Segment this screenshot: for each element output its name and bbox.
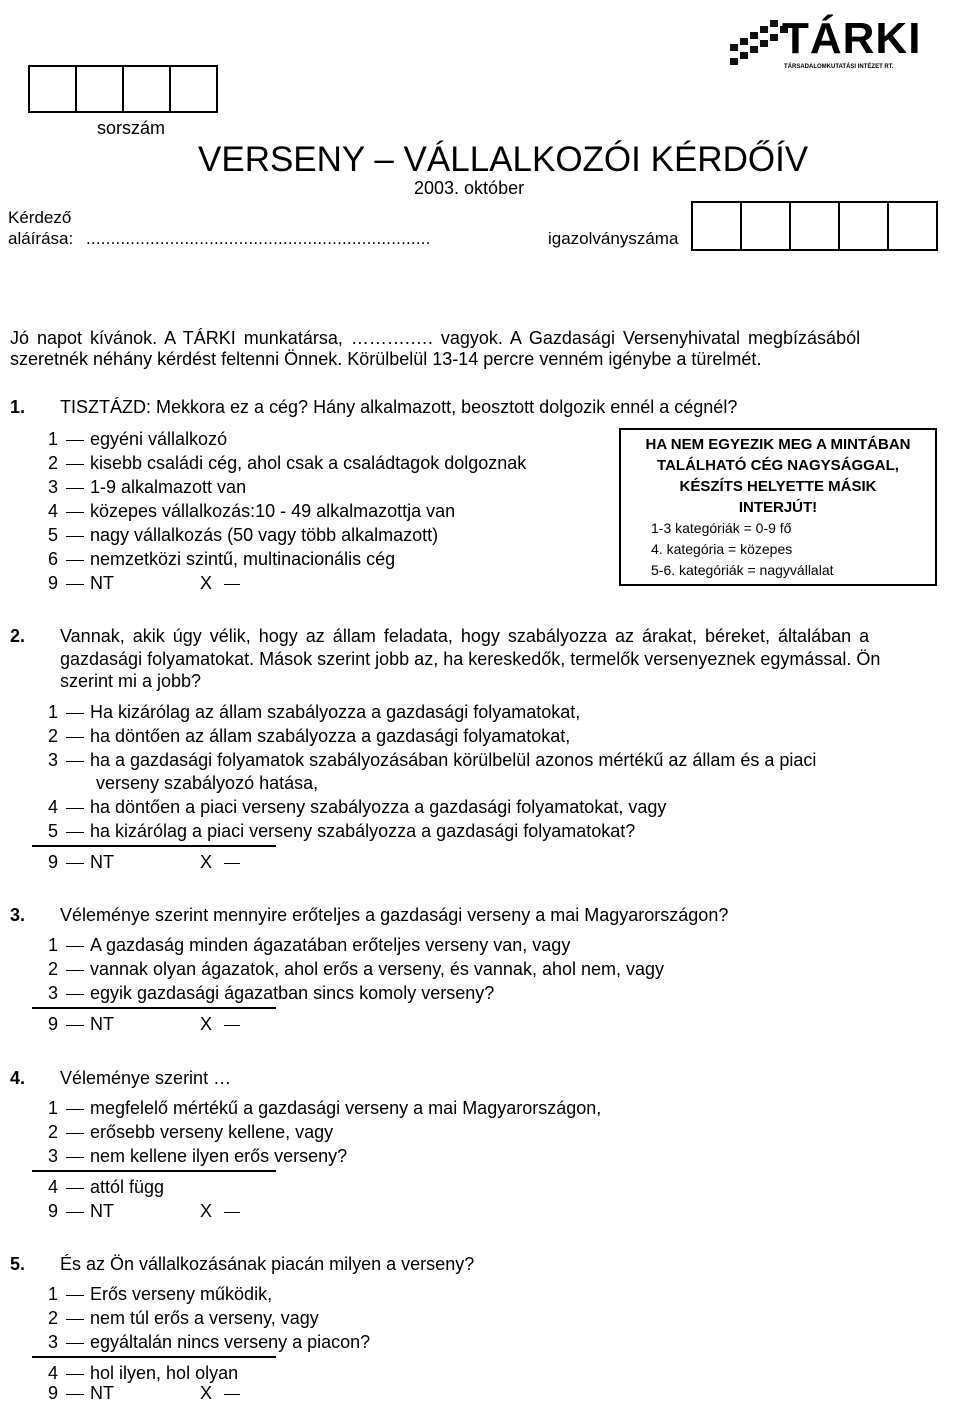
dash bbox=[224, 863, 240, 864]
intro-line-2: szeretnék néhány kérdést feltenni Önnek. Körülbelül 13-14 percre venném igénybe a türelmét. bbox=[10, 349, 762, 369]
dash bbox=[66, 970, 84, 971]
signature-line[interactable]: ...................................................................... bbox=[86, 229, 431, 248]
dash bbox=[66, 1319, 84, 1320]
q2-text-line-2: gazdasági folyamatokat. Mások szerint jobb az, ha kereskedők, termelők versenyeznek egymással. Ön bbox=[60, 649, 881, 669]
date: 2003. október bbox=[414, 178, 525, 198]
q2-text-line-3: szerint mi a jobb? bbox=[60, 671, 202, 691]
option-label: megfelelő mértékű a gazdasági verseny a mai Magyarországon, bbox=[90, 1098, 602, 1118]
dash bbox=[66, 1343, 84, 1344]
note-heading-2: TALÁLHATÓ CÉG NAGYSÁGGAL, bbox=[657, 457, 899, 474]
option-code: 1 bbox=[48, 429, 59, 449]
option-code: 2 bbox=[48, 959, 59, 979]
q4-option-nt[interactable] bbox=[48, 1201, 268, 1223]
interviewer-label: Kérdező bbox=[8, 208, 72, 227]
option-label: NT bbox=[90, 1201, 114, 1221]
dash bbox=[66, 994, 84, 995]
option-code: 4 bbox=[48, 501, 59, 521]
option-code: 2 bbox=[48, 453, 59, 473]
option-label: egyéni vállalkozó bbox=[90, 429, 228, 449]
logo-text: TÁRKI bbox=[782, 14, 922, 63]
option-code: 2 bbox=[48, 1308, 59, 1328]
option-label: NT bbox=[90, 573, 114, 593]
option-label: ha kizárólag a piaci verseny szabályozza a gazdasági folyamatokat? bbox=[90, 821, 636, 841]
q3-number: 3. bbox=[10, 905, 26, 925]
option-label: kisebb családi cég, ahol csak a családtagok dolgoznak bbox=[90, 453, 527, 473]
dash bbox=[66, 464, 84, 465]
option-code: 1 bbox=[48, 1284, 59, 1304]
option-label: Erős verseny működik, bbox=[90, 1284, 273, 1304]
q2-text-line-1: Vannak, akik úgy vélik, hogy az állam feladata, hogy szabályozza az árakat, béreket, általában a bbox=[60, 626, 870, 646]
dash bbox=[66, 761, 84, 762]
divider bbox=[32, 1356, 276, 1358]
id-box[interactable] bbox=[838, 201, 889, 251]
dash bbox=[66, 713, 84, 714]
dash bbox=[224, 1212, 240, 1213]
q4-text: Véleménye szerint … bbox=[60, 1068, 232, 1088]
dash bbox=[66, 808, 84, 809]
id-box[interactable] bbox=[887, 201, 938, 251]
option-label: hol ilyen, hol olyan bbox=[90, 1363, 239, 1383]
option-code: 3 bbox=[48, 1146, 59, 1166]
option-label: ha döntően a piaci verseny szabályozza a gazdasági folyamatokat, vagy bbox=[90, 797, 667, 817]
dash bbox=[66, 1295, 84, 1296]
dash bbox=[66, 1374, 84, 1375]
dash bbox=[66, 1157, 84, 1158]
q5-option-nt[interactable] bbox=[48, 1383, 268, 1405]
option-label: 1-9 alkalmazott van bbox=[90, 477, 247, 497]
serial-box[interactable] bbox=[28, 65, 77, 113]
option-label: Ha kizárólag az állam szabályozza a gazdasági folyamatokat, bbox=[90, 702, 581, 722]
option-label: nem kellene ilyen erős verseny? bbox=[90, 1146, 348, 1166]
option-label: nagy vállalkozás (50 vagy több alkalmazott) bbox=[90, 525, 439, 545]
option-code: 9 bbox=[48, 1014, 59, 1034]
serial-number-boxes[interactable] bbox=[30, 65, 218, 113]
option-code: 9 bbox=[48, 573, 59, 593]
option-label: vannak olyan ágazatok, ahol erős a verseny, és vannak, ahol nem, vagy bbox=[90, 959, 665, 979]
q5-text: És az Ön vállalkozásának piacán milyen a verseny? bbox=[60, 1254, 475, 1274]
dash bbox=[66, 536, 84, 537]
dash bbox=[224, 584, 240, 585]
option-code: 3 bbox=[48, 983, 59, 1003]
q4-number: 4. bbox=[10, 1068, 26, 1088]
serial-box[interactable] bbox=[75, 65, 124, 113]
option-label: egyik gazdasági ágazatban sincs komoly verseny? bbox=[90, 983, 495, 1003]
dash bbox=[66, 584, 84, 585]
option-x: X bbox=[200, 1383, 213, 1403]
option-code: 1 bbox=[48, 935, 59, 955]
q3-option-nt[interactable] bbox=[48, 1014, 268, 1036]
q5-number: 5. bbox=[10, 1254, 26, 1274]
q2-number: 2. bbox=[10, 626, 26, 646]
dash bbox=[224, 1394, 240, 1395]
option-label: NT bbox=[90, 1014, 114, 1034]
option-label: NT bbox=[90, 852, 114, 872]
option-label: ha a gazdasági folyamatok szabályozásában körülbelül azonos mértékű az állam és a piaci bbox=[90, 750, 817, 770]
option-code: 3 bbox=[48, 477, 59, 497]
interviewer-signature-label: aláírása: bbox=[8, 229, 74, 248]
divider bbox=[32, 1170, 276, 1172]
option-label: egyáltalán nincs verseny a piacon? bbox=[90, 1332, 371, 1352]
dash bbox=[66, 440, 84, 441]
option-code: 4 bbox=[48, 1363, 59, 1383]
id-label: igazolványszáma bbox=[548, 229, 679, 248]
option-label: nem túl erős a verseny, vagy bbox=[90, 1308, 319, 1328]
option-label: A gazdaság minden ágazatában erőteljes verseny van, vagy bbox=[90, 935, 571, 955]
dash bbox=[66, 512, 84, 513]
option-code: 9 bbox=[48, 1383, 59, 1403]
note-line-2: 4. kategória = közepes bbox=[651, 541, 793, 557]
option-x: X bbox=[200, 1014, 213, 1034]
option-x: X bbox=[200, 1201, 213, 1221]
option-label: közepes vállalkozás:10 - 49 alkalmazottja van bbox=[90, 501, 456, 521]
dash bbox=[66, 832, 84, 833]
option-code: 9 bbox=[48, 1201, 59, 1221]
option-label: nemzetközi szintű, multinacionális cég bbox=[90, 549, 396, 569]
dash bbox=[66, 1188, 84, 1189]
note-heading-1: HA NEM EGYEZIK MEG A MINTÁBAN bbox=[645, 436, 911, 453]
divider bbox=[32, 845, 276, 847]
option-x: X bbox=[200, 573, 213, 593]
option-code: 6 bbox=[48, 549, 59, 569]
dash bbox=[66, 560, 84, 561]
dash bbox=[66, 1212, 84, 1213]
q1-instruction-box bbox=[619, 428, 937, 586]
note-line-1: 1-3 kategóriák = 0-9 fő bbox=[651, 520, 792, 536]
option-code: 3 bbox=[48, 1332, 59, 1352]
q1-option-nt[interactable] bbox=[48, 573, 268, 595]
page-title: VERSENY – VÁLLALKOZÓI KÉRDŐÍV bbox=[198, 140, 809, 179]
option-code: 4 bbox=[48, 797, 59, 817]
serial-box[interactable] bbox=[122, 65, 171, 113]
note-line-3: 5-6. kategóriák = nagyvállalat bbox=[651, 562, 834, 578]
tarki-logo bbox=[722, 8, 922, 78]
serial-box[interactable] bbox=[169, 65, 218, 113]
dash bbox=[66, 488, 84, 489]
option-code: 2 bbox=[48, 726, 59, 746]
dash bbox=[224, 1025, 240, 1026]
option-label: NT bbox=[90, 1383, 114, 1403]
option-code: 3 bbox=[48, 750, 59, 770]
option-code: 1 bbox=[48, 1098, 59, 1118]
dash bbox=[66, 1109, 84, 1110]
option-code: 9 bbox=[48, 852, 59, 872]
option-x: X bbox=[200, 852, 213, 872]
note-heading-4: INTERJÚT! bbox=[738, 499, 818, 516]
option-label: erősebb verseny kellene, vagy bbox=[90, 1122, 334, 1142]
id-box[interactable] bbox=[789, 201, 840, 251]
dash bbox=[66, 1025, 84, 1026]
q1-text: TISZTÁZD: Mekkora ez a cég? Hány alkalmazott, beosztott dolgozik ennél a cégnél? bbox=[60, 397, 738, 417]
option-code: 1 bbox=[48, 702, 59, 722]
intro-line-1: Jó napot kívánok. A TÁRKI munkatársa, ……….…. vagyok. A Gazdasági Versenyhivatal megbízásából bbox=[10, 328, 861, 348]
option-code: 5 bbox=[48, 525, 59, 545]
option-code: 2 bbox=[48, 1122, 59, 1142]
q2-option-nt[interactable] bbox=[48, 852, 268, 874]
option-label: attól függ bbox=[90, 1177, 165, 1197]
q1-number: 1. bbox=[10, 397, 26, 417]
id-box[interactable] bbox=[691, 201, 742, 251]
dash bbox=[66, 863, 84, 864]
divider bbox=[32, 1007, 276, 1009]
q3-text: Véleménye szerint mennyire erőteljes a gazdasági verseny a mai Magyarországon? bbox=[60, 905, 729, 925]
id-number-boxes[interactable] bbox=[693, 201, 938, 251]
option-code: 4 bbox=[48, 1177, 59, 1197]
option-code: 5 bbox=[48, 821, 59, 841]
dash bbox=[66, 1394, 84, 1395]
dash bbox=[66, 1133, 84, 1134]
id-box[interactable] bbox=[740, 201, 791, 251]
option-label: ha döntően az állam szabályozza a gazdasági folyamatokat, bbox=[90, 726, 571, 746]
dash bbox=[66, 737, 84, 738]
note-heading-3: KÉSZÍTS HELYETTE MÁSIK bbox=[679, 478, 877, 495]
logo-subtext: TÁRSADALOMKUTATÁSI INTÉZET RT. bbox=[784, 64, 894, 70]
serial-label: sorszám bbox=[97, 118, 166, 138]
option-label-continued: verseny szabályozó hatása, bbox=[96, 773, 319, 793]
dash bbox=[66, 946, 84, 947]
